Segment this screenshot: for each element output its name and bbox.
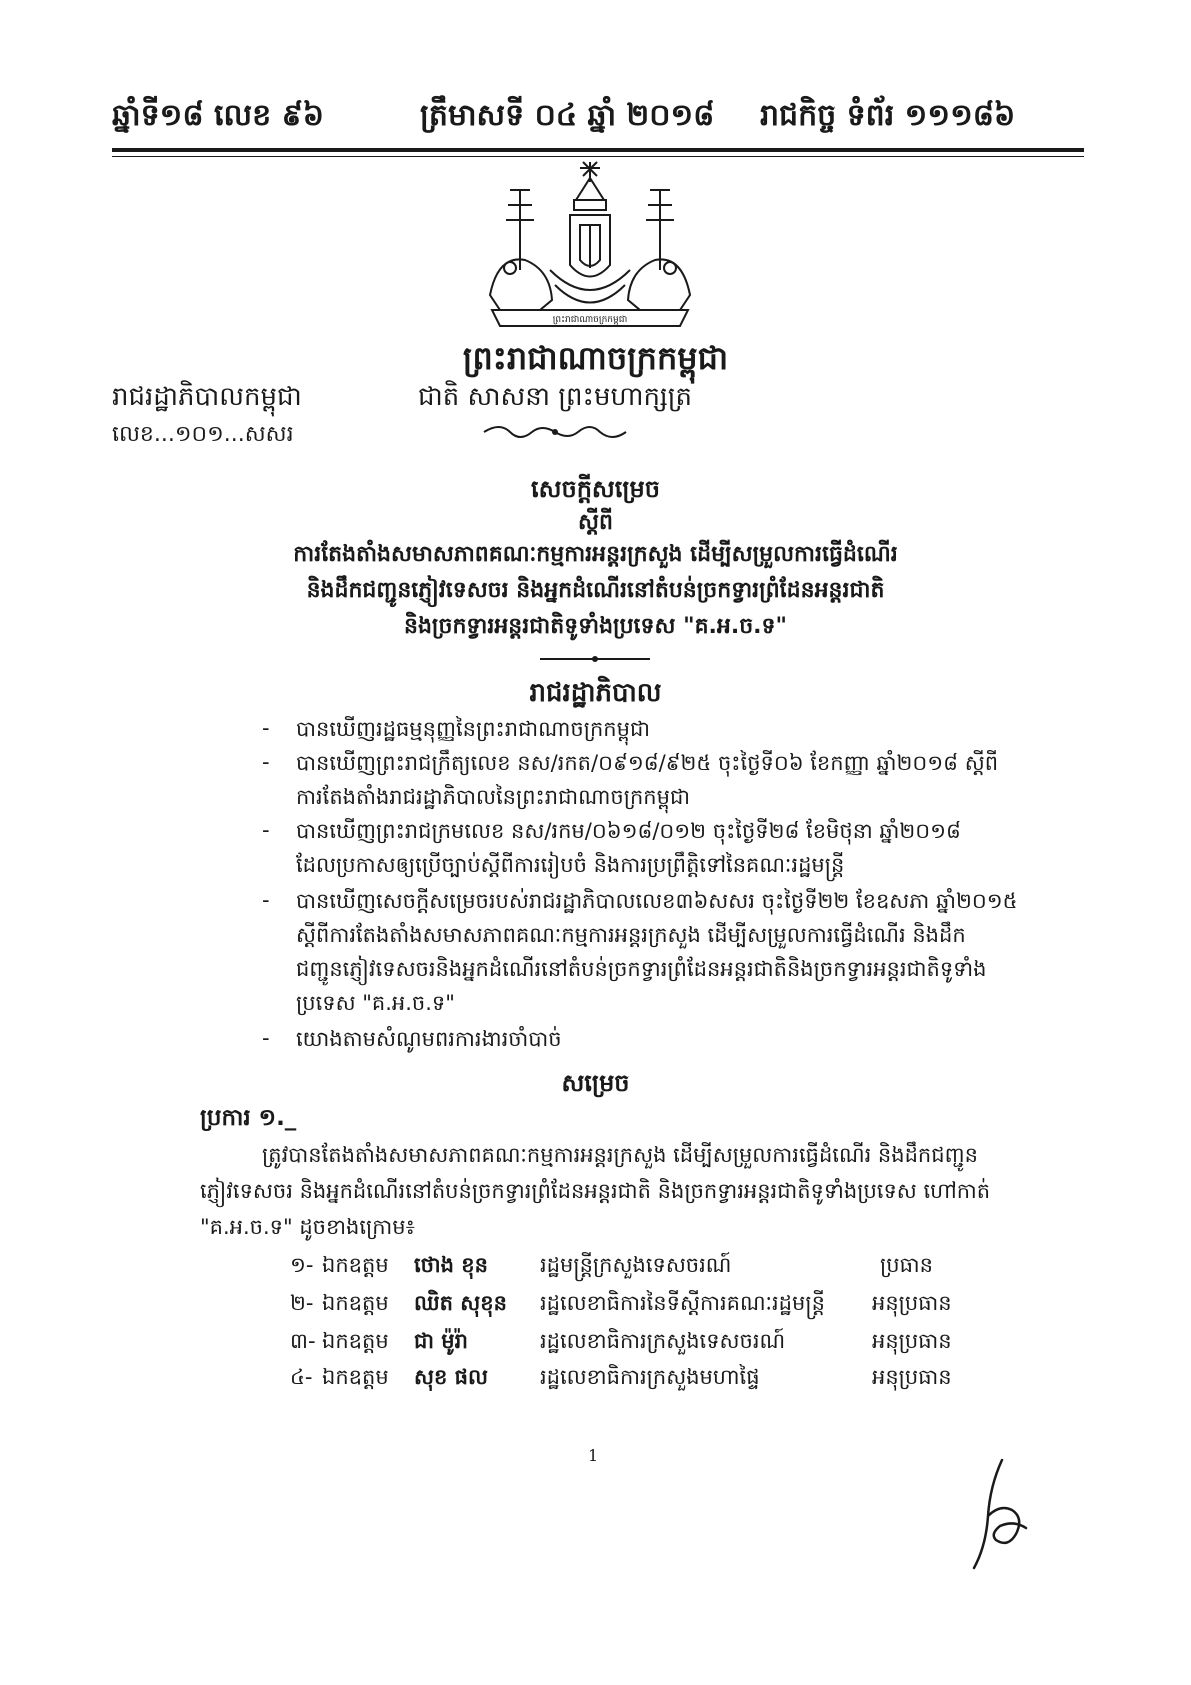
member-number: ២-	[290, 1291, 314, 1315]
issuer-name: រាជរដ្ឋាភិបាលកម្ពុជា	[112, 382, 302, 412]
preamble-line: បានឃើញព្រះរាជក្រឹត្យលេខ នស/រកត/០៩១៨/៩២៥ ចុះថ្ងៃទី០៦ ខែកញ្ញា ឆ្នាំ២០១៨ ស្តីពី	[296, 751, 999, 775]
header-rule-thick	[112, 148, 1084, 152]
article-text-line: ភ្ញៀវទេសចរ និងអ្នកដំណើរនៅតំបន់ច្រកទ្វារព្រំដែនអន្តរជាតិ និងច្រកទ្វារអន្តរជាតិទូទាំងប្រទេស ហៅកាត់	[200, 1179, 991, 1203]
header-date: ត្រឹមាសទី ០៤ ឆ្នាំ ២០១៨	[420, 98, 715, 133]
member-name: ថោង ខុន	[414, 1253, 488, 1277]
government-heading: រាជរដ្ឋាភិបាល	[529, 678, 662, 708]
member-role: អនុប្រធាន	[872, 1291, 952, 1315]
divider-ornament-icon	[540, 652, 650, 666]
preamble-line: យោងតាមសំណូមពរការងារចាំបាច់	[296, 1027, 562, 1051]
member-number: ៤-	[290, 1365, 313, 1389]
decides-heading: សម្រេច	[561, 1069, 630, 1097]
list-dash: -	[262, 716, 270, 740]
page-number: 1	[588, 1446, 599, 1465]
preamble-line: បានឃើញព្រះរាជក្រមលេខ នស/រកម/០៦១៨/០១២ ចុះថ្ងៃទី២៨ ខែមិថុនា ឆ្នាំ២០១៨	[296, 819, 961, 843]
list-dash: -	[262, 818, 270, 842]
member-role: អនុប្រធាន	[872, 1365, 952, 1389]
preamble-line: ជញ្ជូនភ្ញៀវទេសចរនិងអ្នកដំណើរនៅតំបន់ច្រកទ្វារព្រំដែនអន្តរជាតិនិងច្រកទ្វារអន្តរជាតិទូទាំង	[296, 957, 987, 981]
member-role: ប្រធាន	[880, 1253, 933, 1277]
member-number: ១-	[290, 1253, 314, 1277]
preamble-line: ប្រទេស "គ.អ.ច.ទ"	[296, 991, 455, 1015]
member-title: ឯកឧត្តម	[322, 1365, 389, 1389]
article-text-line: ត្រូវបានតែងតាំងសមាសភាពគណៈកម្មការអន្តរក្រសួង ដើម្បីសម្រួលការធ្វើដំណើរ និងដឹកជញ្ជូន	[262, 1143, 978, 1167]
national-motto: ជាតិ សាសនា ព្រះមហាក្សត្រ	[418, 382, 692, 412]
signature-initial-icon	[960, 1456, 1040, 1576]
member-number: ៣-	[290, 1329, 316, 1353]
article-text-line: "គ.អ.ច.ទ" ដូចខាងក្រោម៖	[200, 1215, 415, 1239]
about-label: ស្តីពី	[578, 510, 613, 535]
member-title: ឯកឧត្តម	[322, 1291, 389, 1315]
preamble-line: បានឃើញរដ្ឋធម្មនុញ្ញនៃព្រះរាជាណាចក្រកម្ពុជា	[296, 717, 650, 741]
member-position: រដ្ឋលេខាធិការក្រសួងទេសចរណ៍	[540, 1329, 786, 1353]
header-rule-thin	[112, 156, 1084, 157]
flourish-ornament-icon	[480, 420, 630, 444]
reference-number: លេខ...១០១...សសរ	[112, 422, 294, 447]
preamble-line: ស្តីពីការតែងតាំងសមាសភាពគណៈកម្មការអន្តរក្រសួង ដើម្បីសម្រួលការធ្វើដំណើរ និងដឹក	[296, 923, 966, 947]
member-name: សុខ ផល	[414, 1365, 488, 1389]
member-role: អនុប្រធាន	[872, 1329, 952, 1353]
title-line: ការតែងតាំងសមាសភាពគណៈកម្មការអន្តរក្រសួង ដើម្បីសម្រួលការធ្វើដំណើរ	[293, 542, 898, 567]
header-issue: ឆ្នាំទី១៨ លេខ ៩៦	[112, 98, 325, 133]
title-line: និងដឹកជញ្ជូនភ្ញៀវទេសចរ និងអ្នកដំណើរនៅតំបន់ច្រកទ្វារព្រំដែនអន្តរជាតិ	[306, 578, 885, 603]
member-position: រដ្ឋលេខាធិការក្រសួងមហាផ្ទៃ	[540, 1365, 760, 1389]
list-dash: -	[262, 750, 270, 774]
kingdom-title: ព្រះរាជាណាចក្រកម្ពុជា	[462, 339, 729, 377]
article-label: ប្រការ ១._	[200, 1105, 297, 1131]
member-title: ឯកឧត្តម	[322, 1253, 389, 1277]
member-name: ជា ម៉ូរ៉ា	[414, 1329, 468, 1353]
member-position: រដ្ឋមន្ត្រីក្រសួងទេសចរណ៍	[540, 1253, 732, 1277]
preamble-line: ការតែងតាំងរាជរដ្ឋាភិបាលនៃព្រះរាជាណាចក្រកម្ពុជា	[296, 785, 690, 809]
decision-heading: សេចក្តីសម្រេច	[530, 475, 661, 503]
member-position: រដ្ឋលេខាធិការនៃទីស្តីការគណៈរដ្ឋមន្ត្រី	[540, 1291, 825, 1315]
list-dash: -	[262, 1026, 270, 1050]
preamble-line: ដែលប្រកាសឲ្យប្រើច្បាប់ស្តីពីការរៀបចំ និងការប្រព្រឹត្តិទៅនៃគណៈរដ្ឋមន្ត្រី	[296, 853, 845, 877]
header-gazette-page: រាជកិច្ច ទំព័រ ១១១៨៦	[760, 98, 1016, 133]
emblem-ribbon-text: ព្រះរាជាណាចក្រកម្ពុជា	[552, 315, 628, 325]
title-line: និងច្រកទ្វារអន្តរជាតិទូទាំងប្រទេស "គ.អ.ច.ទ"	[404, 614, 787, 639]
preamble-line: បានឃើញសេចក្តីសម្រេចរបស់រាជរដ្ឋាភិបាលលេខ៣៦សសរ ចុះថ្ងៃទី២២ ខែឧសភា ឆ្នាំ២០១៥	[296, 889, 1018, 913]
royal-emblem-icon	[480, 160, 700, 330]
member-title: ឯកឧត្តម	[322, 1329, 389, 1353]
member-name: ឈិត សុខុន	[414, 1291, 507, 1315]
list-dash: -	[262, 888, 270, 912]
